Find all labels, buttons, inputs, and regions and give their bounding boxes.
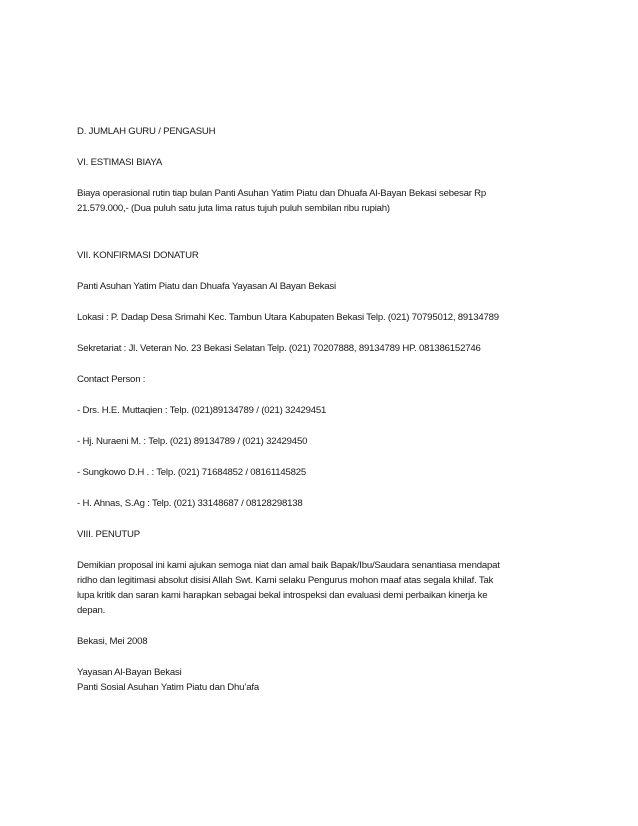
contact-item: - H. Ahnas, S.Ag : Telp. (021) 33148687 / 08128298138 bbox=[77, 498, 303, 509]
closing-body-line: ridho dan legitimasi absolut disisi Allah Swt. Kami selaku Pengurus mohon maaf atas segala khilaf. Tak bbox=[77, 575, 494, 586]
signature-block bbox=[77, 665, 577, 695]
contact-item: - Sungkowo D.H . : Telp. (021) 71684852 / 08161145825 bbox=[77, 467, 307, 478]
section-vii-heading: VII. KONFIRMASI DONATUR bbox=[77, 250, 199, 261]
section-d-heading: D. JUMLAH GURU / PENGASUH bbox=[77, 126, 216, 137]
contact-item: - Hj. Nuraeni M. : Telp. (021) 89134789 / (021) 32429450 bbox=[77, 436, 308, 447]
section-vi-heading: VI. ESTIMASI BIAYA bbox=[77, 157, 163, 168]
secretariat-line: Sekretariat : Jl. Veteran No. 23 Bekasi Selatan Telp. (021) 70207888, 89134789 HP. 081386152746 bbox=[77, 343, 481, 354]
closing-body-line: lupa kritik dan saran kami harapkan sebagai bekal introspeksi dan evaluasi demi perbaikan kinerja ke bbox=[77, 590, 488, 601]
spacer bbox=[77, 232, 577, 248]
closing-body-line: Demikian proposal ini kami ajukan semoga niat dan amal baik Bapak/Ibu/Saudara senantiasa mendapat bbox=[77, 560, 500, 571]
location-line: Lokasi : P. Dadap Desa Srimahi Kec. Tambun Utara Kabupaten Bekasi Telp. (021) 70795012, 89134789 bbox=[77, 312, 499, 323]
closing-body bbox=[77, 558, 577, 618]
section-vi-body-line: 21.579.000,- (Dua puluh satu juta lima ratus tujuh puluh sembilan ribu rupiah) bbox=[77, 203, 390, 214]
section-viii-heading: VIII. PENUTUP bbox=[77, 529, 140, 540]
closing-body-line: depan. bbox=[77, 605, 106, 616]
section-vi-body bbox=[77, 186, 577, 216]
contact-item: - Drs. H.E. Muttaqien : Telp. (021)89134789 / (021) 32429451 bbox=[77, 405, 327, 416]
document-content bbox=[77, 124, 577, 695]
contact-heading: Contact Person : bbox=[77, 374, 146, 385]
signature-sub: Panti Sosial Asuhan Yatim Piatu dan Dhu’afa bbox=[77, 682, 259, 693]
section-vi-body-line: Biaya operasional rutin tiap bulan Panti Asuhan Yatim Piatu dan Dhuafa Al-Bayan Bekasi sebesar Rp bbox=[77, 188, 487, 199]
org-name: Panti Asuhan Yatim Piatu dan Dhuafa Yayasan Al Bayan Bekasi bbox=[77, 281, 336, 292]
signature-org: Yayasan Al-Bayan Bekasi bbox=[77, 667, 182, 678]
place-date: Bekasi, Mei 2008 bbox=[77, 636, 148, 647]
